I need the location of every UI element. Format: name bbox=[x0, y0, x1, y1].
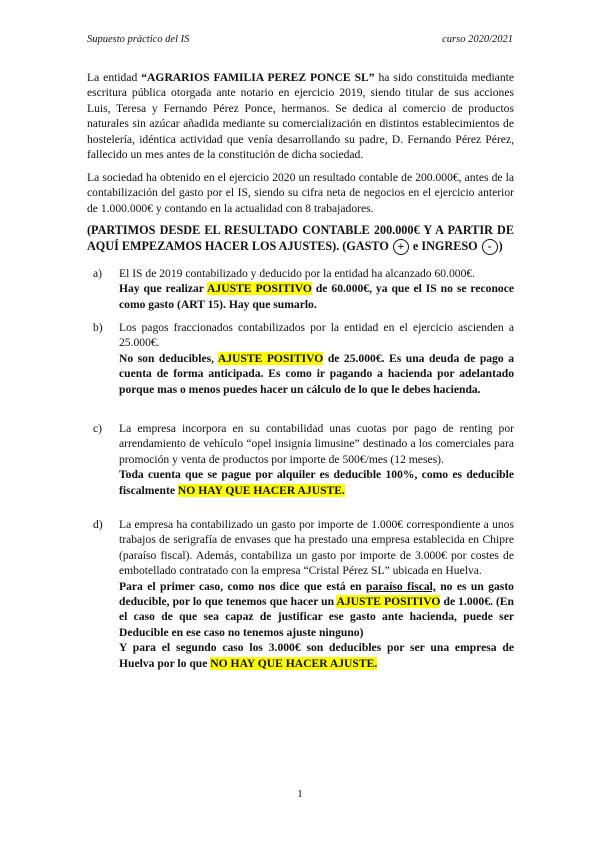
company-name: “AGRARIOS FAMILIA PEREZ PONCE SL” bbox=[141, 71, 375, 84]
page-number: 1 bbox=[297, 788, 303, 800]
plus-circle-icon: + bbox=[393, 239, 409, 255]
list-item-c bbox=[93, 421, 514, 498]
heading-text-3: ) bbox=[498, 239, 503, 253]
list-marker: c) bbox=[93, 422, 103, 435]
list-item-d bbox=[93, 517, 514, 671]
result-paragraph: La sociedad ha obtenido en el ejercicio 2020 un resultado contable de 200.000€, antes de la contabilización del gasto por el IS, siendo su cifra neta de negocios en el ejercicio anterior de 1.000.000€ y contando en la actualidad con 8 trabajadores. bbox=[87, 171, 514, 215]
highlight-adjustment: AJUSTE POSITIVO bbox=[336, 595, 441, 609]
item-statement: La empresa ha contabilizado un gasto por importe de 1.000€ correspondiente a unos trabajos de serigrafía de envases que ha prestado una empresa establecida en Chipre (paraíso fiscal). Además, contabiliza un gasto por importe de 3.000€ por costes de embotellado contratado con la empresa “Cristal Pérez SL” ubicada en Huelva. bbox=[119, 518, 514, 578]
item-answer-3: de 1.000€. (En el caso de que sea capaz de justificar ese gasto ante hacienda, puede ser Deducible en ese caso no tenemos ajuste ninguno) bbox=[119, 595, 514, 639]
item-statement: El IS de 2019 contabilizado y deducido por la entidad ha alcanzado 60.000€. bbox=[119, 267, 476, 280]
list-marker: b) bbox=[93, 321, 103, 334]
item-answer-1: No son deducibles, bbox=[119, 351, 218, 365]
highlight-no-adjustment: NO HAY QUE HACER AJUSTE. bbox=[210, 656, 378, 670]
list-item-b bbox=[93, 320, 514, 397]
highlight-adjustment: AJUSTE POSITIVO bbox=[207, 282, 312, 296]
intro-text-1: La entidad bbox=[87, 71, 142, 84]
minus-circle-icon: - bbox=[482, 239, 498, 255]
header-right: curso 2020/2021 bbox=[442, 34, 513, 45]
item-statement: Los pagos fraccionados contabilizados por la entidad en el ejercicio ascienden a 25.000€. bbox=[119, 321, 514, 350]
heading-text-2: e INGRESO bbox=[409, 239, 481, 253]
highlight-no-adjustment: NO HAY QUE HACER AJUSTE. bbox=[177, 483, 345, 497]
item-answer-1: Hay que realizar bbox=[119, 282, 208, 296]
list-marker: a) bbox=[93, 267, 103, 280]
highlight-adjustment: AJUSTE POSITIVO bbox=[217, 351, 324, 365]
adjustments-heading bbox=[87, 222, 514, 255]
item-answer-1: Para el primer caso, como nos dice que está en bbox=[119, 579, 367, 593]
heading-text-1: (PARTIMOS DESDE EL RESULTADO CONTABLE 200.000€ Y A PARTIR DE AQUÍ EMPEZAMOS HACER LOS AJUSTES). (GASTO bbox=[87, 223, 514, 253]
item-answer-2: de 60.000€, ya que el IS no se reconoce como gasto (ART 15). Hay que sumarlo. bbox=[119, 282, 514, 311]
item-answer-2: de 25.000€. Es una deuda de pago a cuenta de forma anticipada. Es como ir pagando a hacienda por adelantado porque mas o menos puedes hacer un cálculo de lo que le debes hacienda. bbox=[119, 351, 514, 396]
underlined-tax-haven: paraíso fiscal, bbox=[366, 579, 436, 593]
intro-paragraph bbox=[87, 70, 514, 162]
item-answer-2: no es un gasto deducible, por lo que tenemos que hacer un bbox=[119, 579, 514, 609]
item-answer-4: Y para el segundo caso los 3.000€ son deducibles por ser una empresa de Huelva por lo que bbox=[119, 641, 514, 670]
list-item-a bbox=[93, 266, 514, 312]
item-statement: La empresa incorpora en su contabilidad unas cuotas por pago de renting por arrendamiento de vehículo “opel insignia limusine” destinado a los comerciales para promoción y venta de productos por importe de 500€/mes (12 meses). bbox=[119, 422, 514, 466]
item-answer-1: Toda cuenta que se pague por alquiler es deducible 100%, como es deducible fiscalmente bbox=[119, 468, 514, 497]
intro-text-2: ha sido constituida mediante escritura pública otorgada ante notario en ejercicio 2019, siendo titular de sus acciones Luis, Teresa y Fernando Pérez Ponce, hermanos. Se dedica al comercio de productos naturales sin azúcar añadida mediante su comercialización en distintos establecimientos de hostelería, idéntica actividad que venía desarrollando su padre, D. Fernando Pérez Pérez, fallecido un mes antes de la constitución de dicha sociedad. bbox=[87, 71, 514, 162]
header-left: Supuesto práctico del IS bbox=[87, 34, 190, 45]
list-marker: d) bbox=[93, 518, 103, 531]
